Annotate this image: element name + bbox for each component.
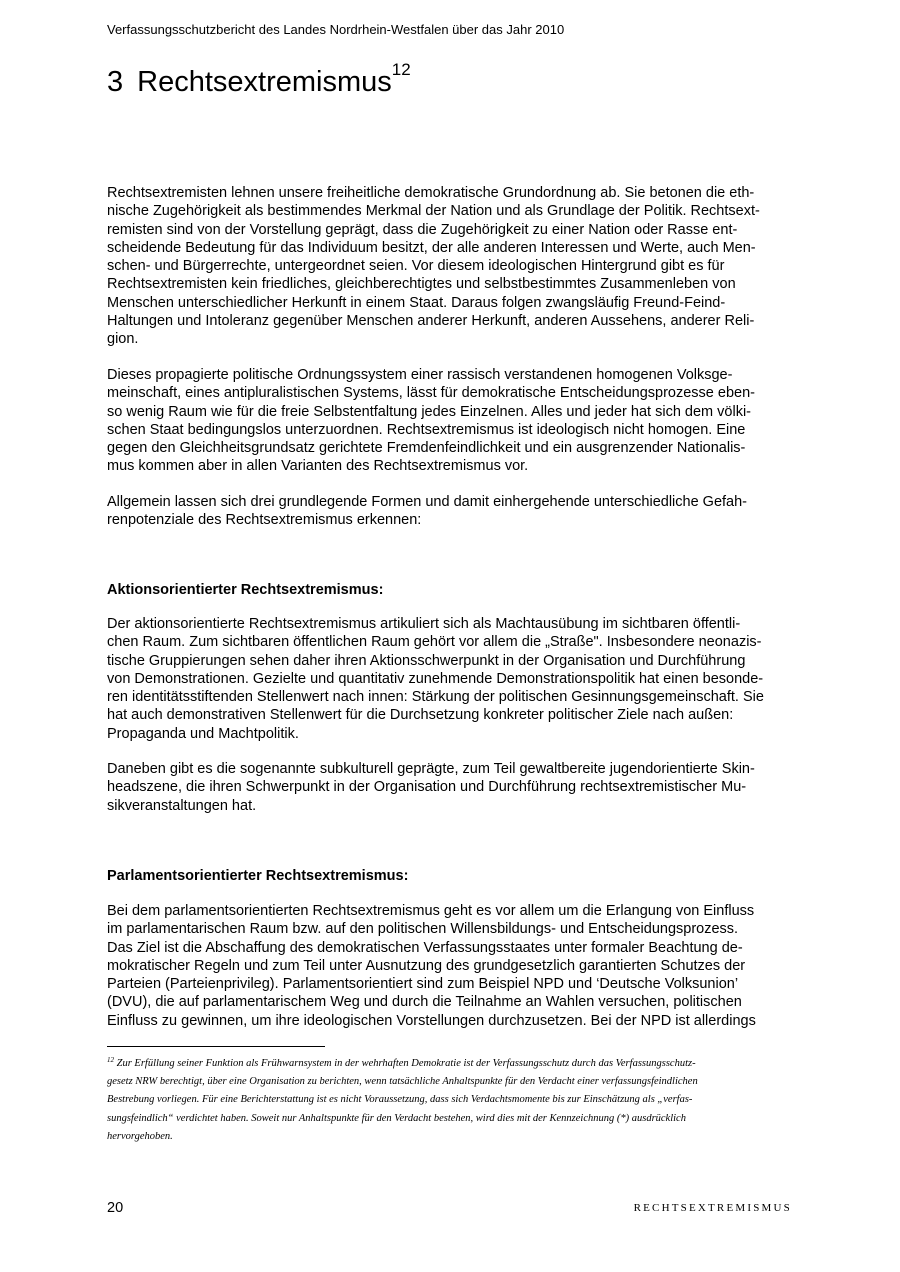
text-line: headszene, die ihren Schwerpunkt in der Organisation und Durchführung rechtsextremistischer Mu- <box>107 779 747 796</box>
text-line: Das Ziel ist die Abschaffung des demokratischen Verfassungsstaates unter formaler Beachtung de- <box>107 939 743 956</box>
text-line: Daneben gibt es die sogenannte subkulturell geprägte, zum Teil gewaltbereite jugendorientierte Skin- <box>107 761 755 777</box>
running-header: Verfassungsschutzbericht des Landes Nordrhein-Westfalen über das Jahr 2010 <box>107 22 565 37</box>
chapter-title <box>107 62 411 102</box>
text-line: mokratischer Regeln und zum Teil unter Ausnutzung des grundgesetzlich garantierten Schutzes der <box>107 957 746 974</box>
text-line: Rechtsextremisten lehnen unsere freiheitliche demokratische Grundordnung ab. Sie betonen die eth- <box>107 185 755 201</box>
footnote-text: Zur Erfüllung seiner Funktion als Frühwarnsystem in der wehrhaften Demokratie ist der Verfassungsschutz durch das Verfassungsschutz- <box>116 1058 696 1069</box>
footnote-line: Bestrebung vorliegen. Für eine Berichterstattung ist es nicht Voraussetzung, dass sich Verdachtsmomente bis zur Einschätzung als „verfas- <box>107 1094 693 1106</box>
text-line: chen Raum. Zum sichtbaren öffentlichen Raum gehört vor allem die „Straße". Insbesondere neonazis- <box>107 634 762 651</box>
chapter-title-text: Rechtsextremismus <box>137 66 392 98</box>
heading-parliament-oriented: Parlamentsorientierter Rechtsextremismus: <box>107 868 409 884</box>
text-line: Parteien (Parteienprivileg). Parlamentsorientiert sind zum Beispiel NPD und ‘Deutsche Volksunion’ <box>107 976 739 993</box>
text-line: meinschaft, eines antipluralistischen Systems, lässt für demokratische Entscheidungsprozesse eben- <box>107 385 755 402</box>
text-line: Bei dem parlamentsorientierten Rechtsextremismus geht es vor allem um die Erlangung von Einfluss <box>107 903 755 919</box>
text-line: Einfluss zu gewinnen, um ihre ideologischen Vorstellungen durchzusetzen. Bei der NPD ist allerdings <box>107 1012 756 1029</box>
text-line: Rechtsextremisten kein friedliches, gleichberechtigtes und selbstbestimmtes Zusammenleben von <box>107 276 736 293</box>
text-line: renpotenziale des Rechtsextremismus erkennen: <box>107 512 422 529</box>
heading-action-oriented: Aktionsorientierter Rechtsextremismus: <box>107 582 384 598</box>
text-line: tische Gruppierungen sehen daher ihren Aktionsschwerpunkt in der Organisation und Durchführung <box>107 652 746 669</box>
footnote-line: gesetz NRW berechtigt, über eine Organisation zu berichten, wenn tatsächliche Anhaltspunkte für den Verdacht einer verfassungsfeindlichen <box>107 1076 698 1088</box>
paragraph-forms <box>107 493 793 530</box>
running-footer: RECHTSEXTREMISMUS <box>633 1202 792 1214</box>
footnote-line <box>107 1055 793 1073</box>
footnote-reference[interactable]: 12 <box>391 60 411 79</box>
text-line: gegen den Gleichheitsgrundsatz gerichtete Fremdenfeindlichkeit und ein ausgrenzender Nationalis- <box>107 440 746 457</box>
text-line: remisten sind von der Vorstellung geprägt, dass die Zugehörigkeit zu einer Nation oder Rasse ent- <box>107 221 738 238</box>
text-line: scheidende Bedeutung für das Individuum besitzt, der alle anderen Interessen und Werte, auch Men- <box>107 239 756 256</box>
text-line: Dieses propagierte politische Ordnungssystem einer rassisch verstandenen homogenen Volksge- <box>107 367 733 383</box>
text-line: mus kommen aber in allen Varianten des Rechtsextremismus vor. <box>107 458 529 475</box>
text-line: ren identitätsstiftenden Stellenwert nach innen: Stärkung der politischen Gesinnungsgemeinschaft. Sie <box>107 689 764 706</box>
text-line: Der aktionsorientierte Rechtsextremismus artikuliert sich als Machtausübung im sichtbaren öffentli- <box>107 616 741 632</box>
chapter-number: 3 <box>107 66 124 98</box>
paragraph-skinhead-scene <box>107 760 793 815</box>
paragraph-intro <box>107 184 793 349</box>
footnote <box>107 1055 793 1146</box>
text-line: schen- und Bürgerrechte, untergeordnet seien. Vor diesem ideologischen Hintergrund gibt es für <box>107 258 725 275</box>
paragraph-parliament-oriented <box>107 902 793 1030</box>
text-line: Haltungen und Intoleranz gegenüber Menschen anderer Herkunft, anderen Aussehens, anderer Reli- <box>107 313 755 330</box>
text-line: (DVU), die auf parlamentarischem Weg und durch die Teilnahme an Wahlen versuchen, politischen <box>107 994 742 1011</box>
text-line: Propaganda und Machtpolitik. <box>107 725 299 742</box>
text-line: gion. <box>107 331 139 348</box>
text-line: sikveranstaltungen hat. <box>107 797 257 814</box>
text-line: so wenig Raum wie für die freie Selbstentfaltung jedes Einzelnen. Alles und jeder hat sich dem völki- <box>107 403 751 420</box>
text-line: Allgemein lassen sich drei grundlegende Formen und damit einhergehende unterschiedliche Gefah- <box>107 494 748 510</box>
footnote-divider <box>107 1046 325 1047</box>
text-line: im parlamentarischen Raum bzw. auf den politischen Willensbildungs- und Entscheidungsprozess. <box>107 921 739 938</box>
paragraph-action-oriented <box>107 615 793 743</box>
page-number: 20 <box>107 1200 124 1216</box>
footnote-line: hervorgehoben. <box>107 1130 173 1142</box>
paragraph-ideology <box>107 366 793 476</box>
text-line: nische Zugehörigkeit als bestimmendes Merkmal der Nation und als Grundlage der Politik. Rechtsext- <box>107 203 760 220</box>
text-line: schen Staat bedingungslos unterzuordnen. Rechtsextremismus ist ideologisch nicht homogen. Eine <box>107 421 746 438</box>
footnote-line: sungsfeindlich“ verdichtet haben. Soweit nur Anhaltspunkte für den Verdacht bestehen, wird dies mit der Kennzeichnung (*) ausdrücklich <box>107 1112 686 1124</box>
text-line: hat auch demonstrativen Stellenwert für die Durchsetzung konkreter politischer Ziele nach außen: <box>107 707 734 724</box>
text-line: Menschen unterschiedlicher Herkunft in einem Staat. Daraus folgen zwangsläufig Freund-Feind- <box>107 294 726 311</box>
text-line: von Demonstrationen. Gezielte und quantitativ zunehmende Demonstrationspolitik hat einen besonde- <box>107 670 764 687</box>
footnote-marker: 12 <box>107 1056 114 1064</box>
